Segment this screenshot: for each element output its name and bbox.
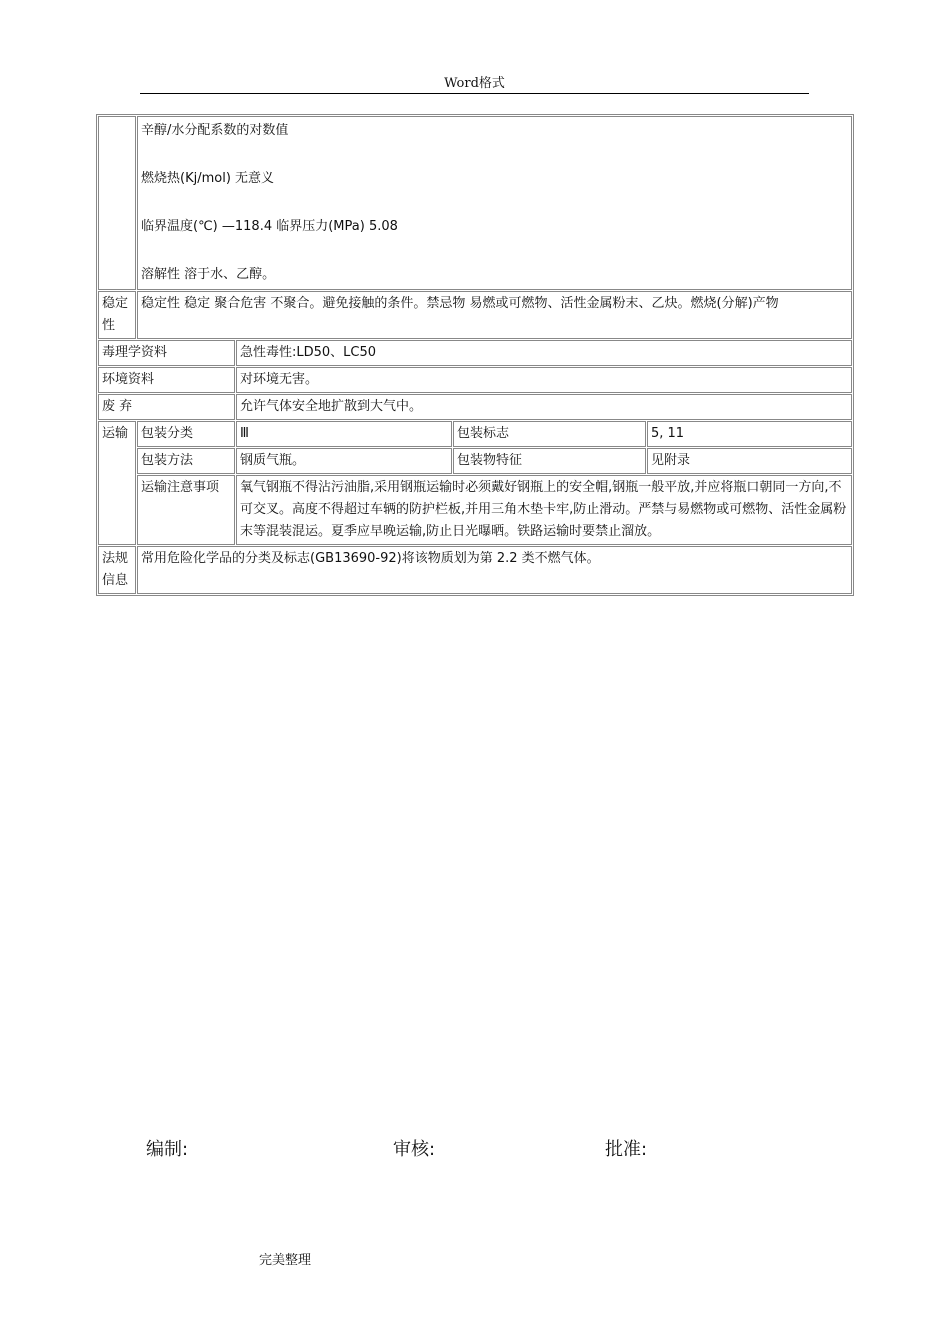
pack-method-value: 钢质气瓶。 — [236, 448, 452, 474]
transport-row-3 — [98, 475, 852, 545]
log-kow-text: 辛醇/水分配系数的对数值 — [141, 123, 289, 138]
environment-row — [98, 367, 852, 393]
regulation-label: 法规信息 — [98, 546, 136, 594]
disposal-row — [98, 394, 852, 420]
msds-table — [96, 114, 854, 596]
regulation-value: 常用危险化学品的分类及标志(GB13690-92)将该物质划为第 2.2 类不燃气体。 — [137, 546, 852, 594]
pack-feature-value: 见附录 — [647, 448, 852, 474]
reviewed-by-label: 审核: — [393, 1139, 436, 1160]
pack-class-value: Ⅲ — [236, 421, 452, 447]
solubility-text: 溶解性 溶于水、乙醇。 — [141, 267, 276, 282]
properties-label-cell — [98, 116, 136, 290]
stability-label: 稳定性 — [98, 291, 136, 339]
page-footer: 完美整理 — [259, 1253, 312, 1268]
transport-label: 运输 — [98, 421, 136, 545]
page-header: Word格式 — [140, 72, 809, 94]
transport-notes-value: 氧气钢瓶不得沾污油脂,采用钢瓶运输时必须戴好钢瓶上的安全帽,钢瓶一般平放,并应将瓶口朝同一方向,不可交叉。高度不得超过车辆的防护栏板,并用三角木垫卡牢,防止滑动。严禁与易燃物或可燃物、活性金属粉末等混装混运。夏季应早晚运输,防止日光曝晒。铁路运输时要禁止溜放。 — [236, 475, 852, 545]
combustion-heat-text: 燃烧热(Kj/mol) 无意义 — [141, 171, 275, 186]
properties-cell — [137, 116, 852, 290]
toxicology-row — [98, 340, 852, 366]
environment-value: 对环境无害。 — [236, 367, 852, 393]
pack-method-label: 包装方法 — [137, 448, 235, 474]
disposal-label: 废 弃 — [98, 394, 235, 420]
pack-mark-label: 包装标志 — [453, 421, 646, 447]
transport-row-1 — [98, 421, 852, 447]
toxicology-value: 急性毒性:LD50、LC50 — [236, 340, 852, 366]
environment-label: 环境资料 — [98, 367, 235, 393]
pack-mark-value: 5, 11 — [647, 421, 852, 447]
regulation-row — [98, 546, 852, 594]
approved-by-label: 批准: — [605, 1139, 648, 1160]
stability-text: 稳定性 稳定 聚合危害 不聚合。避免接触的条件。禁忌物 易燃或可燃物、活性金属粉末、乙炔。燃烧(分解)产物 — [137, 291, 852, 339]
compiled-by-label: 编制: — [146, 1139, 189, 1160]
stability-row — [98, 291, 852, 339]
pack-class-label: 包装分类 — [137, 421, 235, 447]
pack-feature-label: 包装物特征 — [453, 448, 646, 474]
transport-row-2 — [98, 448, 852, 474]
toxicology-label: 毒理学资料 — [98, 340, 235, 366]
properties-row — [98, 116, 852, 290]
critical-values-text: 临界温度(℃) —118.4 临界压力(MPa) 5.08 — [141, 219, 398, 234]
transport-notes-label: 运输注意事项 — [137, 475, 235, 545]
disposal-value: 允许气体安全地扩散到大气中。 — [236, 394, 852, 420]
